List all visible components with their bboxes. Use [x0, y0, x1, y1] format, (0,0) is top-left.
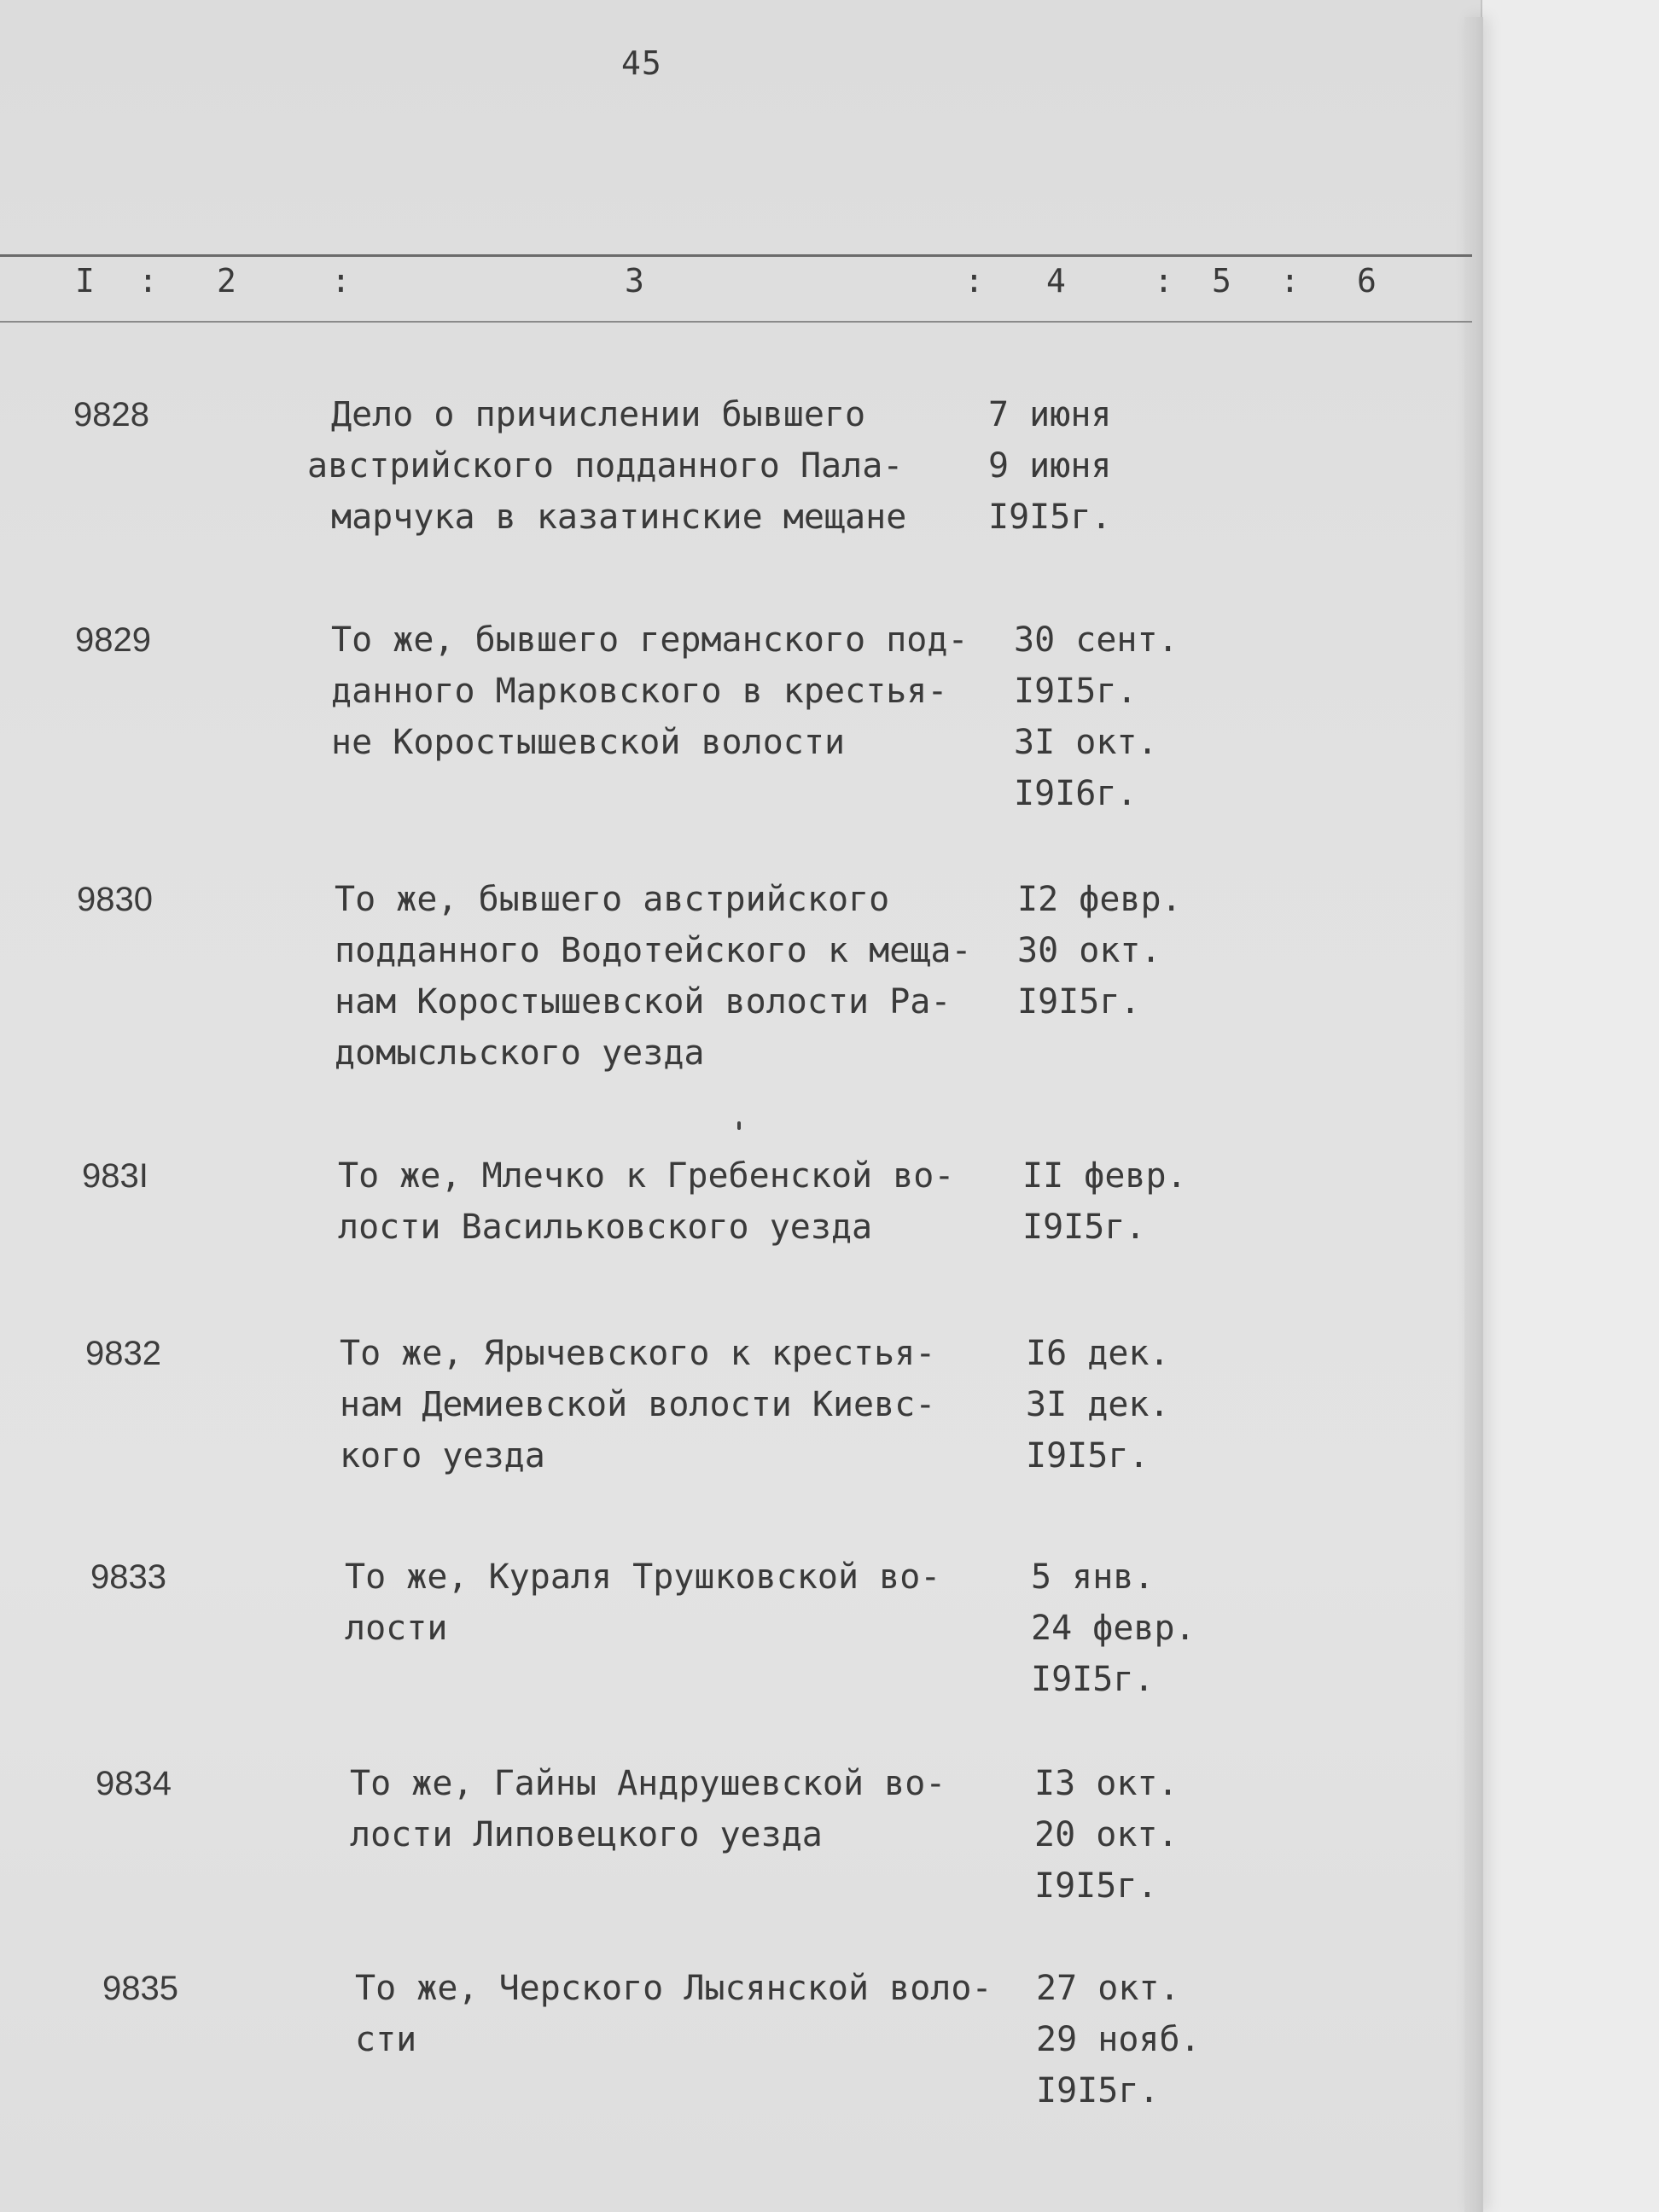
entry-date-line: 30 окт.	[1017, 931, 1161, 970]
entry-title	[350, 1758, 1033, 1860]
entry-date-line: I9I5г.	[1034, 1866, 1158, 1906]
entry-title-line: То же, Ярычевского к крестья-	[340, 1334, 936, 1373]
entry-title	[340, 1328, 1022, 1481]
page-number: 45	[621, 44, 662, 82]
entry-date-line: I9I5г.	[1036, 2071, 1160, 2110]
entry-date-line: I9I5г.	[1014, 672, 1138, 711]
entry-title-line: данного Марковского в крестья-	[331, 672, 948, 711]
entry-title-line: То же, Кураля Трушковской во-	[345, 1557, 941, 1597]
entry-date-line: I6 дек.	[1026, 1334, 1170, 1373]
entry-number: 983I	[82, 1157, 148, 1195]
entry-title	[307, 389, 1010, 543]
inventory-entry	[0, 389, 1451, 560]
inventory-entry	[0, 1963, 1451, 2133]
entry-title-line: марчука в казатинские мещане	[331, 498, 907, 537]
entry-dates	[1026, 1328, 1239, 1481]
entry-number: 9834	[96, 1765, 172, 1802]
column-separator: :	[964, 262, 984, 300]
entry-title-line: австрийского подданного Пала-	[307, 446, 904, 486]
entry-date-line: I3 окт.	[1034, 1764, 1179, 1803]
entry-dates	[988, 389, 1202, 543]
entry-dates	[1022, 1150, 1236, 1253]
entry-dates	[1036, 1963, 1249, 2116]
entry-number: 9835	[102, 1970, 178, 2007]
entry-date-line: 29 нояб.	[1036, 2020, 1201, 2059]
inventory-entry	[0, 874, 1451, 1073]
entry-title-line: То же, Черского Лысянской воло-	[355, 1969, 992, 2008]
entry-date-line: I9I5г.	[1022, 1208, 1146, 1247]
inventory-entry	[0, 1551, 1451, 1722]
entry-date-line: 20 окт.	[1034, 1815, 1179, 1854]
entry-date-line: 9 июня	[988, 446, 1112, 486]
entry-number: 9828	[73, 396, 149, 434]
table-header-top-rule	[0, 254, 1472, 257]
entry-title-line: не Коростышевской волости	[331, 723, 846, 762]
entry-date-line: 7 июня	[988, 395, 1112, 434]
entry-title-line: нам Демиевской волости Киевс-	[340, 1385, 936, 1424]
entry-date-line: 5 янв.	[1031, 1557, 1155, 1597]
column-header-6: 6	[1357, 262, 1377, 300]
entry-date-line: I9I5г.	[1017, 982, 1141, 1022]
entry-dates	[1014, 614, 1227, 819]
inventory-entry	[0, 1150, 1451, 1321]
entry-date-line: 3I окт.	[1014, 723, 1158, 762]
entry-date-line: 24 февр.	[1031, 1609, 1196, 1648]
column-separator: :	[138, 262, 158, 300]
entry-date-line: 3I дек.	[1026, 1385, 1170, 1424]
entry-date-line: I9I5г.	[1026, 1436, 1150, 1476]
entry-title	[335, 874, 1017, 1079]
entry-title-line: подданного Водотейского к меща-	[335, 931, 972, 970]
inventory-entry	[0, 1328, 1451, 1499]
entry-title-line: кого уезда	[340, 1436, 545, 1476]
inventory-entry	[0, 1758, 1451, 1929]
entry-date-line: 30 сент.	[1014, 620, 1179, 660]
entry-title	[355, 1963, 1038, 2065]
column-header-5: 5	[1212, 262, 1231, 300]
entry-date-line: I2 февр.	[1017, 880, 1182, 919]
column-separator: :	[331, 262, 351, 300]
entry-date-line: I9I5г.	[988, 498, 1112, 537]
entry-title-line: домысльского уезда	[335, 1033, 705, 1073]
entry-date-line: I9I5г.	[1031, 1660, 1155, 1699]
entry-title-line: То же, Гайны Андрушевской во-	[350, 1764, 946, 1803]
entry-title-line: То же, бывшего австрийского	[335, 880, 890, 919]
entry-title-line: лости Васильковского уезда	[338, 1208, 873, 1247]
entry-dates	[1031, 1551, 1244, 1705]
entry-title-line: сти	[355, 2020, 417, 2059]
entry-title-line: лости Липовецкого уезда	[350, 1815, 823, 1854]
entry-title-line: Дело о причислении бывшего	[331, 395, 866, 434]
entry-title-line: То же, бывшего германского под-	[331, 620, 969, 660]
column-header-2: 2	[217, 262, 236, 300]
entry-title	[338, 1150, 1021, 1253]
entry-dates	[1034, 1758, 1248, 1912]
entry-dates	[1017, 874, 1231, 1027]
entry-date-line: 27 окт.	[1036, 1969, 1180, 2008]
entry-number: 9832	[85, 1335, 161, 1372]
entry-title-line: То же, Млечко к Гребенской во-	[338, 1156, 955, 1196]
inventory-entry	[0, 614, 1451, 813]
entry-number: 9830	[77, 881, 153, 918]
column-header-1: I	[75, 262, 95, 300]
entry-title	[345, 1551, 1027, 1654]
column-separator: :	[1280, 262, 1300, 300]
ink-speck	[737, 1121, 741, 1130]
column-header-4: 4	[1046, 262, 1066, 300]
table-header-bottom-rule	[0, 321, 1472, 323]
entry-date-line: I9I6г.	[1014, 774, 1138, 813]
entry-number: 9829	[75, 621, 151, 659]
entry-title-line: лости	[345, 1609, 448, 1648]
entry-title	[331, 614, 1014, 768]
entry-date-line: II февр.	[1022, 1156, 1187, 1196]
entry-number: 9833	[90, 1558, 166, 1596]
column-separator: :	[1154, 262, 1173, 300]
column-header-3: 3	[625, 262, 644, 300]
entry-title-line: нам Коростышевской волости Ра-	[335, 982, 952, 1022]
page-edge	[1464, 17, 1483, 2212]
